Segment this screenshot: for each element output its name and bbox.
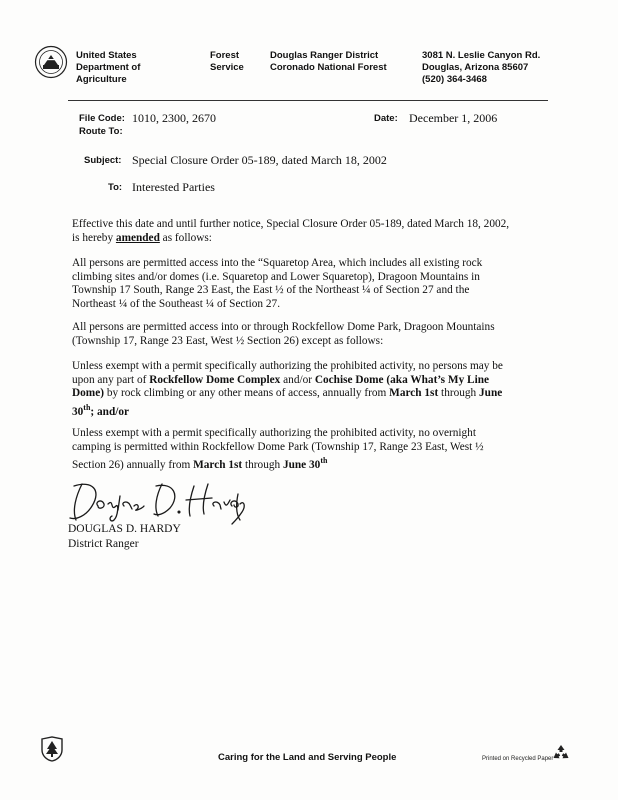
date-label: Date:: [374, 113, 398, 124]
to-label: To:: [108, 182, 123, 193]
service-name: Forest Service: [210, 50, 244, 73]
usda-logo-icon: [34, 45, 68, 79]
subject-label: Subject:: [84, 155, 122, 166]
paragraph-rockfellow-access: All persons are permitted access into or through Rockfellow Dome Park, Dragoon Mountains (Township 17, Range 23 East, West ½ Section 26) except as follows:: [72, 321, 495, 347]
agency-name: United States Department of Agriculture: [76, 50, 141, 85]
paragraph-camping-closure: Unless exempt with a permit specifically authorizing the prohibited activity, no overnight camping is permitted within Rockfellow Dome Park (Township 17, Range 23 East, West ½ Section 26) annually from March 1st through June 30th: [72, 427, 484, 471]
office-address: 3081 N. Leslie Canyon Rd. Douglas, Arizona 85607 (520) 364-3468: [422, 50, 541, 85]
to-value: Interested Parties: [132, 180, 215, 194]
signer-title: District Ranger: [68, 538, 139, 550]
paragraph-effective: Effective this date and until further notice, Special Closure Order 05-189, dated March 18, 2002, is hereby amended as follows:: [72, 218, 510, 244]
recycled-paper-note: Printed on Recycled Paper: [482, 756, 554, 762]
handwritten-signature: [62, 476, 252, 526]
recycle-icon: [552, 744, 570, 762]
forest-service-shield-icon: [40, 736, 64, 762]
file-code-value: 1010, 2300, 2670: [132, 111, 216, 125]
signer-name: DOUGLAS D. HARDY: [68, 523, 181, 535]
date-value: December 1, 2006: [409, 111, 498, 125]
paragraph-climbing-closure: Unless exempt with a permit specifically authorizing the prohibited activity, no persons may be upon any part of Rockfellow Dome Complex and/or Cochise Dome (aka What’s My Line Dome) by rock climbing or any other means of access, annually from March 1st through June 30th; and/or: [72, 360, 503, 418]
route-to-label: Route To:: [79, 126, 123, 137]
district-name: Douglas Ranger District Coronado National Forest: [270, 50, 387, 73]
footer-motto: Caring for the Land and Serving People: [218, 752, 397, 763]
paragraph-squaretop: All persons are permitted access into the “Squaretop Area, which includes all existing rock climbing sites and/or domes (i.e. Squaretop and Lower Squaretop), Dragoon Mountains in Township 17 South, Range 23 East, the East ½ of the Northeast ¼ of Section 27 and the Northeast ¼ of the Southeast ¼ of Section 27.: [72, 257, 483, 310]
subject-value: Special Closure Order 05-189, dated March 18, 2002: [132, 153, 387, 167]
file-code-label: File Code:: [79, 113, 125, 124]
header-divider: [68, 100, 548, 101]
